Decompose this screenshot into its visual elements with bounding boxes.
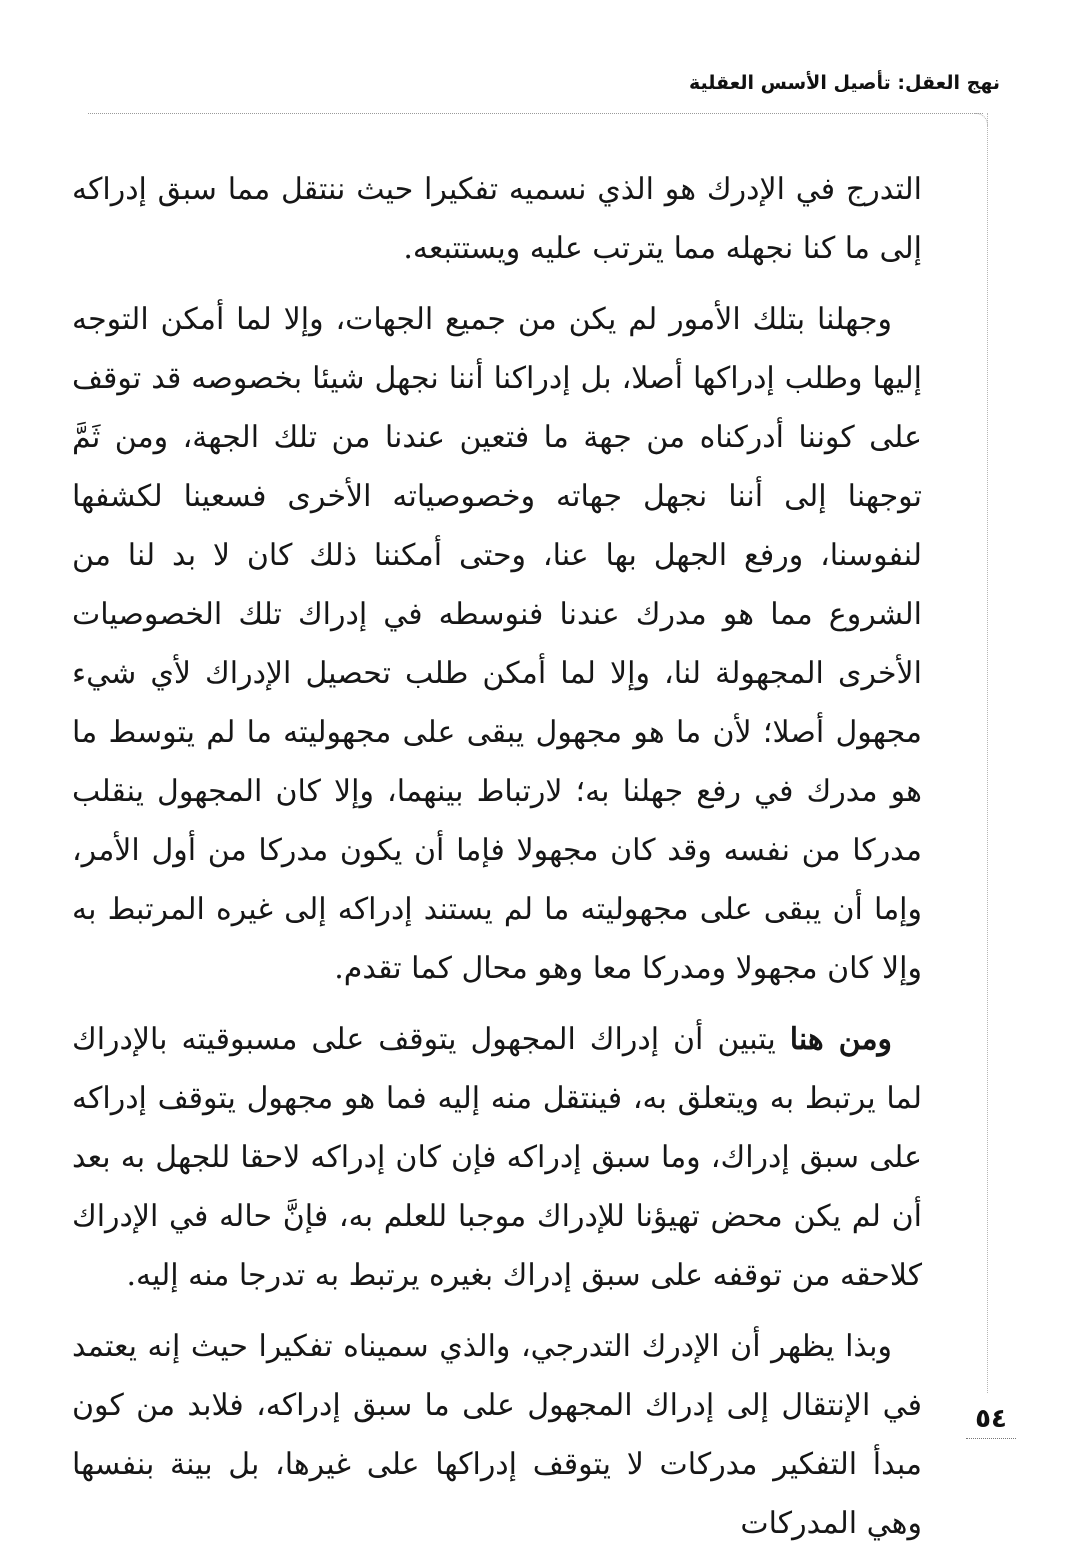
page-number: ٥٤ [975, 1404, 1007, 1434]
page-number-underline [966, 1438, 1016, 1439]
paragraph-3 [72, 1010, 922, 1305]
paragraph-4: وبذا يظهر أن الإدرك التدرجي، والذي سميناه تفكيرا حيث إنه يعتمد في الإنتقال إلى إدراك المجهول على ما سبق إدراكه، فلابد من كون مبدأ التفكير مدركات لا يتوقف إدراكها على غيرها، بل بينة بنفسها وهي المدركات [72, 1329, 922, 1541]
header-divider [88, 113, 983, 114]
body-text [72, 160, 922, 1565]
paragraph-3-text: يتبين أن إدراك المجهول يتوقف على مسبوقيته بالإدراك لما يرتبط به ويتعلق به، فينتقل منه إليه فما هو مجهول يتوقف إدراكه على سبق إدراك، وما سبق إدراكه فإن كان إدراكه لاحقا للجهل به بعد أن لم يكن محض تهيؤنا للإدراك موجبا للعلم به، فإنَّ حاله في الإدراك كلاحقه من توقفه على سبق إدراك بغيره يرتبط به تدرجا منه إليه. [72, 1022, 922, 1293]
paragraph-1: التدرج في الإدرك هو الذي نسميه تفكيرا حيث ننتقل مما سبق إدراكه إلى ما كنا نجهله مما يترتب عليه ويستتبعه. [72, 172, 922, 266]
margin-divider [987, 113, 988, 1393]
running-header: نهج العقل: تأصيل الأسس العقلية [688, 72, 1000, 94]
paragraph-3-lead: ومن هنا [789, 1022, 893, 1057]
paragraph-2: وجهلنا بتلك الأمور لم يكن من جميع الجهات، وإلا لما أمكن التوجه إليها وطلب إدراكها أصلا، بل إدراكنا أننا نجهل شيئا بخصوصه قد توقف على كوننا أدركناه من جهة ما فتعين عندنا من تلك الجهة، ومن ثَمَّ توجهنا إلى أننا نجهل جهاته وخصوصياته الأخرى فسعينا لكشفها لنفوسنا، ورفع الجهل بها عنا، وحتى أمكننا ذلك كان لا بد لنا من الشروع مما هو مدرك عندنا فنوسطه في إدراك تلك الخصوصيات الأخرى المجهولة لنا، وإلا لما أمكن طلب تحصيل الإدراك لأي شيء مجهول أصلا؛ لأن ما هو مجهول يبقى على مجهوليته ما لم يتوسط ما هو مدرك في رفع جهلنا به؛ لارتباط بينهما، وإلا كان المجهول ينقلب مدركا من نفسه وقد كان مجهولا فإما أن يكون مدركا من أول الأمر، وإما أن يبقى على مجهوليته ما لم يستند إدراكه إلى غيره المرتبط به وإلا كان مجهولا ومدركا معا وهو محال كما تقدم. [72, 302, 922, 986]
